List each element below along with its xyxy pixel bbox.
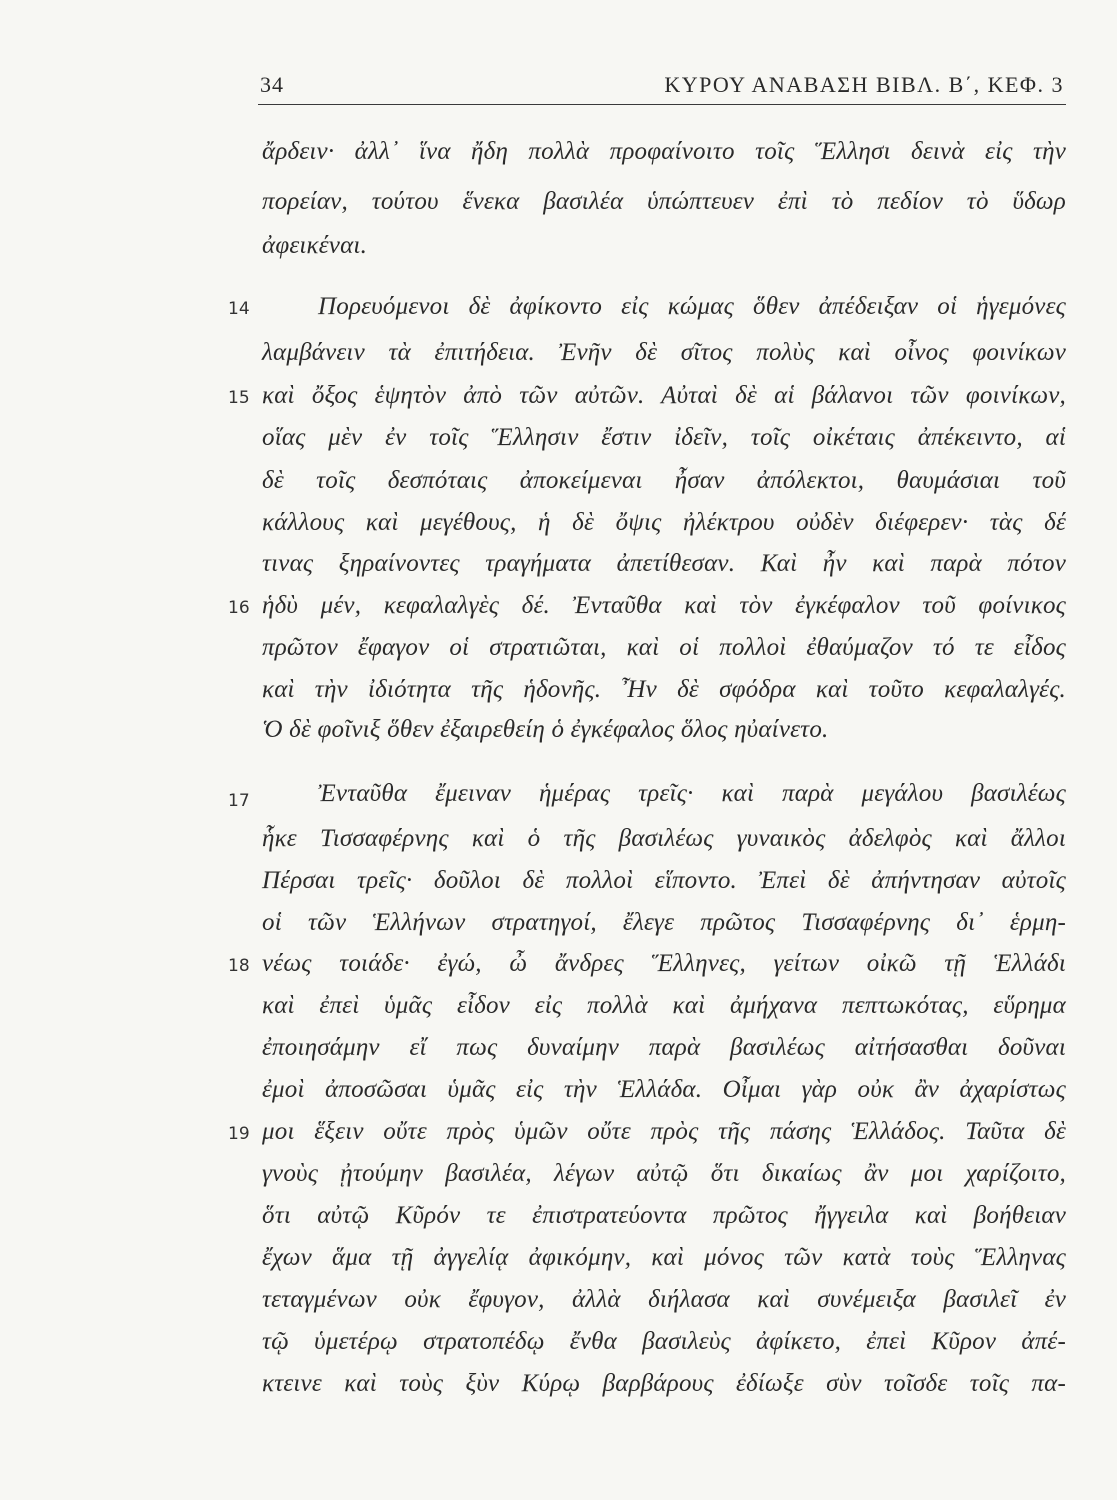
- text-line: οἱ τῶν Ἑλλήνων στρατηγοί, ἔλεγε πρῶτος Τισσαφέρνης δι᾽ ἑρμη-: [262, 909, 1066, 936]
- text-line: Πορευόμενοι δὲ ἀφίκοντο εἰς κώμας ὅθεν ἀπέδειξαν οἱ ἡγεμόνες: [318, 293, 1066, 320]
- text-line: γνοὺς ᾐτούμην βασιλέα, λέγων αὐτῷ ὅτι δικαίως ἂν μοι χαρίζοιτο,: [262, 1160, 1066, 1187]
- text-line: ἐποιησάμην εἴ πως δυναίμην παρὰ βασιλέως αἰτήσασθαι δοῦναι: [262, 1034, 1066, 1061]
- text-line: κάλλους καὶ μεγέθους, ἡ δὲ ὄψις ἠλέκτρου οὐδὲν διέφερεν· τὰς δέ: [262, 509, 1066, 536]
- section-number: 15: [228, 388, 250, 408]
- text-line: νέως τοιάδε· ἐγώ, ὦ ἄνδρες Ἕλληνες, γείτων οἰκῶ τῇ Ἑλλάδι: [262, 950, 1066, 977]
- text-line: ἧκε Τισσαφέρνης καὶ ὁ τῆς βασιλέως γυναικὸς ἀδελφὸς καὶ ἄλλοι: [262, 825, 1066, 852]
- text-line: Ἐνταῦθα ἔμειναν ἡμέρας τρεῖς· καὶ παρὰ μεγάλου βασιλέως: [318, 780, 1066, 807]
- text-line: Ὁ δὲ φοῖνιξ ὅθεν ἐξαιρεθείη ὁ ἐγκέφαλος ὅλος ηὐαίνετο.: [262, 716, 829, 743]
- text-line: τινας ξηραίνοντες τραγήματα ἀπετίθεσαν. Καὶ ἦν καὶ παρὰ πότον: [262, 550, 1066, 577]
- text-line: ἄρδειν· ἀλλ᾽ ἵνα ἤδη πολλὰ προφαίνοιτο τοῖς Ἕλλησι δεινὰ εἰς τὴν: [262, 138, 1066, 165]
- section-number: 18: [228, 956, 250, 976]
- text-line: καὶ τὴν ἰδιότητα τῆς ἡδονῆς. Ἦν δὲ σφόδρα καὶ τοῦτο κεφαλαλγές.: [262, 676, 1066, 703]
- text-line: οἵας μὲν ἐν τοῖς Ἕλλησιν ἔστιν ἰδεῖν, τοῖς οἰκέταις ἀπέκειντο, αἱ: [262, 424, 1066, 451]
- section-number: 14: [228, 299, 250, 319]
- text-line: κτεινε καὶ τοὺς ξὺν Κύρῳ βαρβάρους ἐδίωξε σὺν τοῖσδε τοῖς πα-: [262, 1370, 1066, 1397]
- text-line: ἡδὺ μέν, κεφαλαλγὲς δέ. Ἐνταῦθα καὶ τὸν ἐγκέφαλον τοῦ φοίνικος: [262, 592, 1066, 619]
- text-line: καὶ ἐπεὶ ὑμᾶς εἶδον εἰς πολλὰ καὶ ἀμήχανα πεπτωκότας, εὕρημα: [262, 992, 1066, 1019]
- text-line: ἔχων ἅμα τῇ ἀγγελίᾳ ἀφικόμην, καὶ μόνος τῶν κατὰ τοὺς Ἕλληνας: [262, 1244, 1066, 1271]
- text-line: πρῶτον ἔφαγον οἱ στρατιῶται, καὶ οἱ πολλοὶ ἐθαύμαζον τό τε εἶδος: [262, 634, 1066, 661]
- text-line: τεταγμένων οὐκ ἔφυγον, ἀλλὰ διήλασα καὶ συνέμειξα βασιλεῖ ἐν: [262, 1286, 1066, 1313]
- text-line: ἀφεικέναι.: [262, 232, 368, 259]
- text-line: μοι ἕξειν οὔτε πρὸς ὑμῶν οὔτε πρὸς τῆς πάσης Ἑλλάδος. Ταῦτα δὲ: [262, 1118, 1066, 1145]
- text-line: ὅτι αὐτῷ Κῦρόν τε ἐπιστρατεύοντα πρῶτος ἤγγειλα καὶ βοήθειαν: [262, 1202, 1066, 1229]
- text-line: τῷ ὑμετέρῳ στρατοπέδῳ ἔνθα βασιλεὺς ἀφίκετο, ἐπεὶ Κῦρον ἀπέ-: [262, 1328, 1066, 1355]
- text-line: ἐμοὶ ἀποσῶσαι ὑμᾶς εἰς τὴν Ἑλλάδα. Οἶμαι γὰρ οὐκ ἂν ἀχαρίστως: [262, 1076, 1066, 1103]
- page-header: [258, 68, 1066, 105]
- text-line: δὲ τοῖς δεσπόταις ἀποκείμεναι ἦσαν ἀπόλεκτοι, θαυμάσιαι τοῦ: [262, 467, 1066, 494]
- section-number: 16: [228, 598, 250, 618]
- section-number: 17: [228, 791, 250, 811]
- text-line: Πέρσαι τρεῖς· δοῦλοι δὲ πολλοὶ εἵποντο. Ἐπεὶ δὲ ἀπήντησαν αὐτοῖς: [262, 867, 1066, 894]
- page-number: 34: [260, 72, 284, 97]
- running-title: ΚΥΡΟΥ ΑΝΑΒΑΣΗ ΒΙΒΛ. Β΄, ΚΕΦ. 3: [664, 72, 1064, 97]
- text-line: καὶ ὄξος ἑψητὸν ἀπὸ τῶν αὐτῶν. Αὐταὶ δὲ αἱ βάλανοι τῶν φοινίκων,: [262, 382, 1066, 409]
- section-number: 19: [228, 1124, 250, 1144]
- text-line: πορείαν, τούτου ἕνεκα βασιλέα ὑπώπτευεν ἐπὶ τὸ πεδίον τὸ ὕδωρ: [262, 188, 1066, 215]
- text-line: λαμβάνειν τὰ ἐπιτήδεια. Ἐνῆν δὲ σῖτος πολὺς καὶ οἶνος φοινίκων: [262, 339, 1066, 366]
